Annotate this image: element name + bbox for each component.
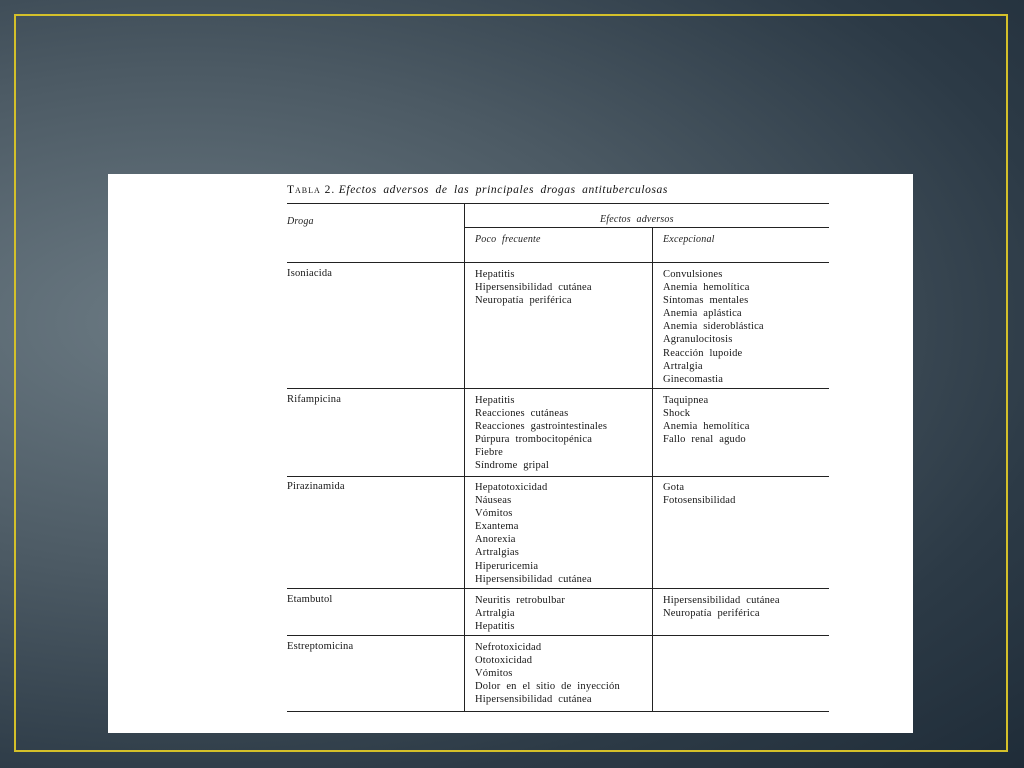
effect-item: Anemia hemolítica xyxy=(663,282,750,294)
drug-name: Estreptomicina xyxy=(287,641,354,652)
effect-item: Exantema xyxy=(475,521,519,533)
rule-header-bottom xyxy=(287,262,829,263)
effect-item: Shock xyxy=(663,408,691,420)
effect-item: Vómitos xyxy=(475,508,513,520)
effect-item: Neuropatía periférica xyxy=(663,608,760,620)
table-image xyxy=(108,174,913,733)
drug-name: Rifampicina xyxy=(287,394,342,405)
effect-item: Hipersensibilidad cutánea xyxy=(475,694,592,706)
effect-item: Artralgias xyxy=(475,547,519,559)
effect-item: Reacciones gastrointestinales xyxy=(475,421,608,433)
effect-item: Fiebre xyxy=(475,447,504,459)
effect-item: Hipersensibilidad cutánea xyxy=(663,595,780,606)
effect-item: Náuseas xyxy=(475,495,512,507)
effect-item: Convulsiones xyxy=(663,269,723,280)
header-adverse-effects: Efectos adversos xyxy=(600,214,674,225)
effect-item: Neuropatía periférica xyxy=(475,295,572,307)
drug-name: Etambutol xyxy=(287,594,333,605)
effect-item: Anemia sideroblástica xyxy=(663,321,764,333)
rule-row-2 xyxy=(287,476,829,477)
effect-item: Síntomas mentales xyxy=(663,295,749,307)
table-caption xyxy=(287,184,668,196)
table-title: Efectos adversos de las principales drogas antituberculosas xyxy=(338,184,668,196)
rule-row-1 xyxy=(287,388,829,389)
effect-item: Fotosensibilidad xyxy=(663,495,736,507)
effect-item: Hepatitis xyxy=(475,269,515,280)
exceptional-effects xyxy=(663,481,736,507)
effect-item: Agranulocitosis xyxy=(663,334,733,346)
infrequent-effects xyxy=(475,268,592,307)
effect-item: Hipersensibilidad cutánea xyxy=(475,282,592,294)
effect-item: Nefrotoxicidad xyxy=(475,642,542,653)
effect-item: Dolor en el sitio de inyección xyxy=(475,681,620,693)
effect-item: Ginecomastia xyxy=(663,373,724,385)
column-divider-2 xyxy=(652,227,653,711)
header-infrequent: Poco frecuente xyxy=(475,234,541,245)
effect-item: Taquipnea xyxy=(663,395,709,406)
column-divider-1 xyxy=(464,203,465,711)
infrequent-effects xyxy=(475,641,620,706)
table-number: Tabla 2. xyxy=(287,184,336,196)
exceptional-effects xyxy=(663,394,750,446)
rule-bottom xyxy=(287,711,829,712)
effect-item: Reacción lupoide xyxy=(663,347,743,359)
effect-item: Vómitos xyxy=(475,668,513,680)
effect-item: Anemia hemolítica xyxy=(663,421,750,433)
exceptional-effects xyxy=(663,594,780,620)
header-exceptional: Excepcional xyxy=(663,234,715,245)
header-drug: Droga xyxy=(287,216,314,227)
effect-item: Hiperuricemia xyxy=(475,560,539,572)
effect-item: Anorexia xyxy=(475,534,516,546)
rule-row-4 xyxy=(287,635,829,636)
effect-item: Síndrome gripal xyxy=(475,460,549,472)
rule-subheader xyxy=(464,227,829,228)
exceptional-effects xyxy=(663,268,764,386)
effect-item: Gota xyxy=(663,482,685,493)
effect-item: Artralgia xyxy=(475,608,515,620)
effect-item: Fallo renal agudo xyxy=(663,434,746,446)
infrequent-effects xyxy=(475,594,565,633)
effect-item: Artralgia xyxy=(663,360,703,372)
effect-item: Hepatitis xyxy=(475,621,515,633)
effect-item: Hipersensibilidad cutánea xyxy=(475,573,592,585)
infrequent-effects xyxy=(475,481,592,586)
rule-row-3 xyxy=(287,588,829,589)
drug-name: Pirazinamida xyxy=(287,481,345,492)
effect-item: Neuritis retrobulbar xyxy=(475,595,566,606)
effect-item: Anemia aplástica xyxy=(663,308,742,320)
effect-item: Hepatotoxicidad xyxy=(475,482,548,493)
effect-item: Hepatitis xyxy=(475,395,515,406)
effect-item: Púrpura trombocitopénica xyxy=(475,434,593,446)
infrequent-effects xyxy=(475,394,607,473)
rule-top xyxy=(287,203,829,204)
effect-item: Reacciones cutáneas xyxy=(475,408,569,420)
drug-name: Isoniacida xyxy=(287,268,333,279)
effect-item: Ototoxicidad xyxy=(475,655,533,667)
